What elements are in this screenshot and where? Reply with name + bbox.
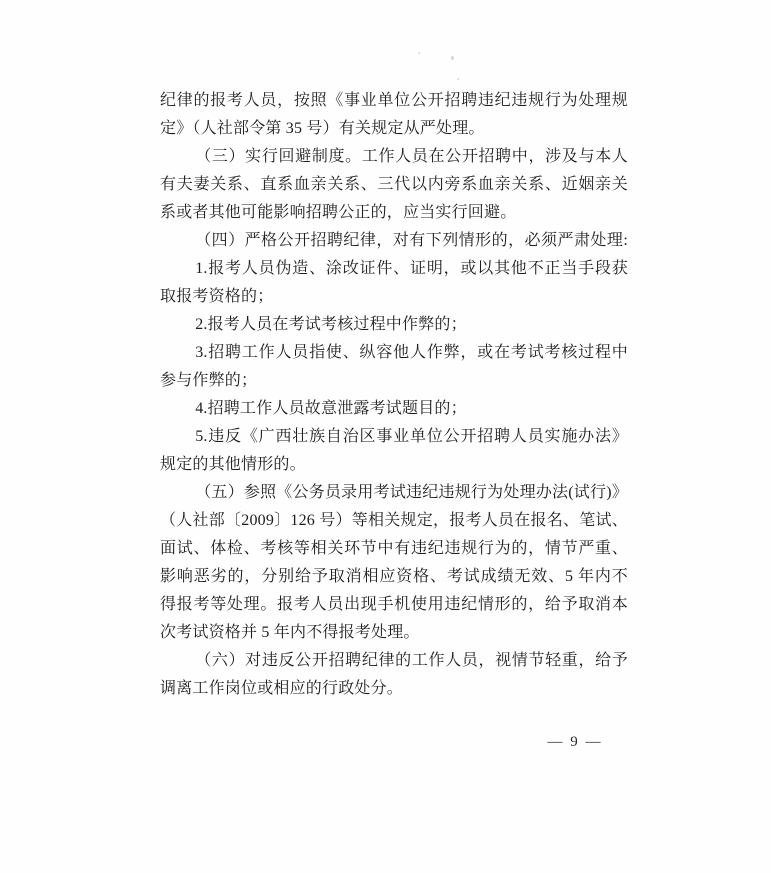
scan-speck (418, 52, 420, 54)
text-line: 取报考资格的； (160, 288, 274, 305)
scan-speck (457, 78, 459, 80)
text-line: 5.违反《广西壮族自治区事业单位公开招聘人员实施办法》 (195, 428, 628, 445)
text-line: （四）严格公开招聘纪律，对有下列情形的，必须严肃处理: (195, 232, 628, 249)
text-line: 规定的其他情形的。 (160, 456, 306, 473)
text-line: 影响恶劣的，分别给予取消相应资格、考试成绩无效、5 年内不 (160, 568, 628, 585)
text-line: （三）实行回避制度。工作人员在公开招聘中，涉及与本人 (195, 148, 628, 165)
document-body (160, 87, 628, 703)
text-line: 定》（人社部令第 35 号）有关规定从严处理。 (160, 120, 485, 137)
scan-speck (451, 56, 454, 60)
text-line: （六）对违反公开招聘纪律的工作人员，视情节轻重，给予 (195, 652, 628, 669)
text-line: 次考试资格并 5 年内不得报考处理。 (160, 624, 420, 641)
text-line: 调离工作岗位或相应的行政处分。 (160, 680, 404, 697)
text-line: 有夫妻关系、直系血亲关系、三代以内旁系血亲关系、近姻亲关 (160, 176, 628, 193)
text-line: 面试、体检、考核等相关环节中有违纪违规行为的，情节严重、 (160, 540, 628, 557)
text-line: 2.报考人员在考试考核过程中作弊的； (195, 316, 467, 333)
text-line: （五）参照《公务员录用考试违纪违规行为处理办法(试行)》 (195, 484, 628, 501)
text-line: 得报考等处理。报考人员出现手机使用违纪情形的，给予取消本 (160, 596, 628, 613)
text-line: 系或者其他可能影响招聘公正的，应当实行回避。 (160, 204, 517, 221)
text-line: 1.报考人员伪造、涂改证件、证明，或以其他不正当手段获 (195, 260, 628, 277)
text-line: 参与作弊的； (160, 372, 258, 389)
page-number: — 9 — (547, 734, 603, 750)
text-line: （人社部〔2009〕126 号）等相关规定，报考人员在报名、笔试、 (160, 512, 628, 529)
text-line: 3.招聘工作人员指使、纵容他人作弊，或在考试考核过程中 (195, 344, 628, 361)
text-line: 4.招聘工作人员故意泄露考试题目的； (195, 400, 467, 417)
text-line: 纪律的报考人员，按照《事业单位公开招聘违纪违规行为处理规 (160, 92, 628, 109)
